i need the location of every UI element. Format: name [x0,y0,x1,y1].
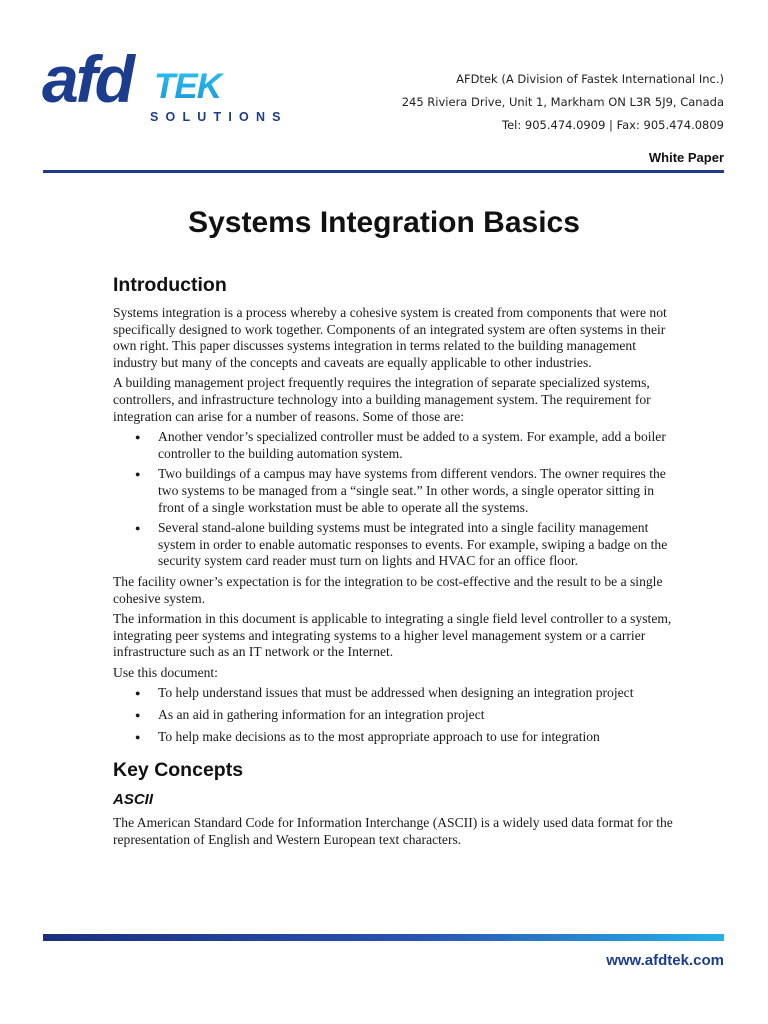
company-name: AFDtek (A Division of Fastek International Inc.) [456,72,724,86]
list-item: ● To help make decisions as to the most appropriate approach to use for integration [158,729,673,746]
intro-paragraph-2: A building management project frequently requires the integration of separate specialized systems, controllers, and infrastructure technology into a building management system. The requirement for integration can arise for a number of reasons. Some of those are: [113,375,651,424]
intro-paragraph-3: The facility owner’s expectation is for the integration to be cost-effective and the result to be a single cohesive system. [113,573,663,606]
list-item: ● Two buildings of a campus may have systems from different vendors. The owner requires the two systems to be managed from a “single seat.” In other words, a single operator sitting in front of a single workstation must be able to operate all the systems. [158,466,673,516]
section-heading-key-concepts: Key Concepts [113,759,244,782]
document-title: Systems Integration Basics [188,206,580,239]
reasons-list [113,429,673,570]
subheading-ascii: ASCII [113,791,154,809]
document-body [113,270,673,848]
intro-paragraph-1: Systems integration is a process whereby a cohesive system is created from components that were not specifically designed to work together. Components of an integrated system are often systems in their own right. This paper discusses systems integration in terms related to the building management industry but many of the concepts and caveats are equally applicable to other industries. [113,305,667,370]
intro-paragraph-4: The information in this document is applicable to integrating a single field level controller to a system, integrating peer systems and integrating systems to a higher level management system or a carrier infrastructure such as an IT network or the Internet. [113,611,672,660]
uses-list [113,685,673,745]
company-phone: Tel: 905.474.0909 | Fax: 905.474.0809 [502,118,724,132]
list-item: ● As an aid in gathering information for an integration project [158,707,673,724]
intro-paragraph-5: Use this document: [113,664,218,680]
logo-tek: TEK [154,67,221,106]
section-heading-introduction: Introduction [113,274,227,296]
company-info [402,68,724,137]
list-item: ● Another vendor’s specialized controller must be added to a system. For example, add a boiler controller to the building automation system. [158,429,673,462]
document-type: White Paper [648,150,724,165]
company-address: 245 Riviera Drive, Unit 1, Markham ON L3R 5J9, Canada [401,95,724,109]
company-logo [42,44,288,130]
footer-website-link[interactable]: www.afdtek.com [606,952,724,969]
header-divider [43,170,724,173]
list-item: ● To help understand issues that must be addressed when designing an integration project [158,685,673,702]
list-item: ● Several stand-alone building systems must be integrated into a single facility management system in order to enable automatic responses to events. For example, swiping a badge on the security system card reader must turn on lights and HVAC for an office floor. [158,520,673,570]
ascii-paragraph: The American Standard Code for Information Interchange (ASCII) is a widely used data format for the representation of English and Western European text characters. [113,815,673,847]
footer-bar [43,934,724,941]
logo-subtext: SOLUTIONS [150,110,288,124]
logo-afd: afd [42,44,132,116]
